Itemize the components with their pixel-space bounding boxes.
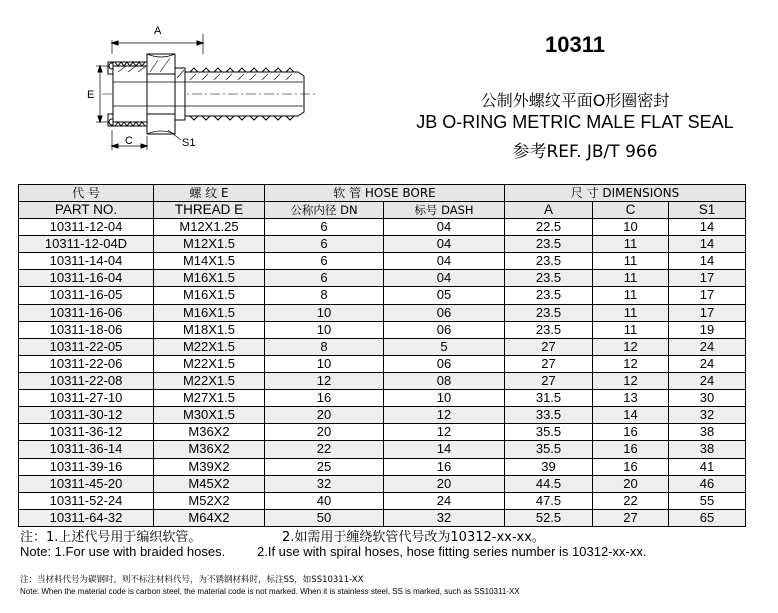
cell-dn: 6 [265, 219, 384, 236]
table-row [19, 338, 746, 355]
header-part-en: PART NO. [19, 202, 154, 219]
table-row [19, 355, 746, 372]
cell-dim-s1: 19 [669, 321, 746, 338]
note-cn-1: 注：1.上述代号用于编织软管。 [20, 530, 202, 545]
cell-dim-c: 13 [593, 390, 669, 407]
table-row [19, 441, 746, 458]
cell-part-no: 10311-36-14 [19, 441, 154, 458]
dim-a-label: A [154, 25, 162, 37]
dim-e-label: E [87, 89, 95, 101]
cell-dash: 24 [384, 492, 505, 509]
cell-part-no: 10311-16-05 [19, 287, 154, 304]
cell-dim-c: 16 [593, 441, 669, 458]
cell-dim-s1: 30 [669, 390, 746, 407]
header-dn: 公称内径 DN [265, 202, 384, 219]
cell-dn: 8 [265, 338, 384, 355]
cell-thread: M64X2 [154, 509, 265, 526]
cell-thread: M22X1.5 [154, 338, 265, 355]
cell-dn: 22 [265, 441, 384, 458]
cell-dim-s1: 41 [669, 458, 746, 475]
cell-part-no: 10311-18-06 [19, 321, 154, 338]
material-note-english: Note: When the material code is carbon steel, the material code is not marked. When it is stainless steel, SS is marked, such as SS10311-XX [20, 587, 520, 596]
cell-dash: 14 [384, 441, 505, 458]
cell-dim-c: 11 [593, 287, 669, 304]
cell-dn: 20 [265, 407, 384, 424]
table-row [19, 304, 746, 321]
cell-dim-s1: 46 [669, 475, 746, 492]
cell-dim-a: 23.5 [505, 287, 593, 304]
cell-part-no: 10311-22-05 [19, 338, 154, 355]
cell-dim-a: 33.5 [505, 407, 593, 424]
cell-dash: 20 [384, 475, 505, 492]
cell-part-no: 10311-52-24 [19, 492, 154, 509]
cell-thread: M22X1.5 [154, 355, 265, 372]
cell-dn: 40 [265, 492, 384, 509]
cell-dn: 50 [265, 509, 384, 526]
header-thread-en: THREAD E [154, 202, 265, 219]
cell-dn: 16 [265, 390, 384, 407]
cell-dim-c: 11 [593, 253, 669, 270]
cell-dim-a: 27 [505, 355, 593, 372]
header-dash: 标号 DASH [384, 202, 505, 219]
table-row [19, 236, 746, 253]
cell-dim-c: 11 [593, 270, 669, 287]
cell-dash: 16 [384, 458, 505, 475]
cell-dim-c: 27 [593, 509, 669, 526]
table-row [19, 321, 746, 338]
table-row [19, 253, 746, 270]
cell-dim-s1: 38 [669, 441, 746, 458]
table-row [19, 424, 746, 441]
cell-dn: 25 [265, 458, 384, 475]
cell-dim-c: 10 [593, 219, 669, 236]
cell-dn: 32 [265, 475, 384, 492]
table-row [19, 509, 746, 526]
cell-thread: M45X2 [154, 475, 265, 492]
note-chinese [20, 526, 545, 545]
table-row [19, 219, 746, 236]
cell-dim-a: 27 [505, 338, 593, 355]
cell-thread: M52X2 [154, 492, 265, 509]
cell-dim-a: 23.5 [505, 253, 593, 270]
cell-dash: 08 [384, 372, 505, 389]
header-a: A [505, 202, 593, 219]
header-part-cn: 代 号 [19, 185, 154, 202]
cell-dash: 5 [384, 338, 505, 355]
table-row [19, 390, 746, 407]
table-row [19, 475, 746, 492]
cell-dn: 10 [265, 304, 384, 321]
cell-dim-s1: 24 [669, 355, 746, 372]
cell-dash: 06 [384, 321, 505, 338]
cell-dim-c: 11 [593, 304, 669, 321]
cell-dim-a: 23.5 [505, 270, 593, 287]
cell-dim-s1: 65 [669, 509, 746, 526]
cell-dash: 05 [384, 287, 505, 304]
cell-dn: 10 [265, 321, 384, 338]
cell-part-no: 10311-45-20 [19, 475, 154, 492]
cell-thread: M14X1.5 [154, 253, 265, 270]
cell-dn: 8 [265, 287, 384, 304]
cell-dash: 12 [384, 407, 505, 424]
cell-dn: 20 [265, 424, 384, 441]
header-thread-cn: 螺 纹 E [154, 185, 265, 202]
cell-dim-s1: 17 [669, 287, 746, 304]
cell-dim-a: 52.5 [505, 509, 593, 526]
cell-thread: M12X1.5 [154, 236, 265, 253]
header-c: C [593, 202, 669, 219]
cell-dash: 10 [384, 390, 505, 407]
cell-dim-c: 11 [593, 236, 669, 253]
note-english [20, 544, 646, 559]
cell-part-no: 10311-27-10 [19, 390, 154, 407]
cell-dn: 6 [265, 270, 384, 287]
cell-dim-a: 44.5 [505, 475, 593, 492]
cell-dim-a: 31.5 [505, 390, 593, 407]
cell-dim-s1: 55 [669, 492, 746, 509]
cell-dim-a: 23.5 [505, 236, 593, 253]
cell-thread: M36X2 [154, 441, 265, 458]
table-row [19, 407, 746, 424]
cell-dim-a: 39 [505, 458, 593, 475]
cell-dim-s1: 38 [669, 424, 746, 441]
fitting-drawing [78, 18, 328, 166]
cell-dim-c: 16 [593, 424, 669, 441]
cell-dim-a: 35.5 [505, 441, 593, 458]
cell-dim-s1: 24 [669, 372, 746, 389]
cell-thread: M30X1.5 [154, 407, 265, 424]
cell-dim-s1: 14 [669, 253, 746, 270]
cell-thread: M39X2 [154, 458, 265, 475]
cell-dash: 06 [384, 355, 505, 372]
cell-dn: 6 [265, 253, 384, 270]
cell-dim-a: 23.5 [505, 321, 593, 338]
cell-dim-s1: 17 [669, 270, 746, 287]
cell-dim-s1: 24 [669, 338, 746, 355]
cell-part-no: 10311-12-04D [19, 236, 154, 253]
cell-thread: M16X1.5 [154, 270, 265, 287]
cell-dash: 32 [384, 509, 505, 526]
cell-dn: 6 [265, 236, 384, 253]
cell-dim-s1: 32 [669, 407, 746, 424]
note-en-1: Note: 1.For use with braided hoses. [20, 544, 226, 559]
table-row [19, 372, 746, 389]
cell-thread: M12X1.25 [154, 219, 265, 236]
cell-part-no: 10311-30-12 [19, 407, 154, 424]
table-row [19, 270, 746, 287]
cell-dash: 06 [384, 304, 505, 321]
table-row [19, 458, 746, 475]
material-note-chinese: 注：当材料代号为碳钢时，则不标注材料代号，为不锈钢材料时，标注SS，如SS10311-XX [20, 575, 364, 585]
spec-table-body [19, 219, 746, 527]
header-s1: S1 [669, 202, 746, 219]
cell-dim-a: 22.5 [505, 219, 593, 236]
part-code-title: 10311 [545, 32, 605, 57]
cell-dim-a: 47.5 [505, 492, 593, 509]
title-chinese: 公制外螺纹平面O形圈密封 [480, 91, 670, 110]
cell-part-no: 10311-36-12 [19, 424, 154, 441]
cell-dash: 04 [384, 270, 505, 287]
table-row [19, 492, 746, 509]
table-row [19, 287, 746, 304]
cell-dash: 04 [384, 253, 505, 270]
cell-dash: 04 [384, 219, 505, 236]
cell-thread: M16X1.5 [154, 304, 265, 321]
cell-dim-s1: 14 [669, 236, 746, 253]
cell-thread: M22X1.5 [154, 372, 265, 389]
cell-dim-s1: 17 [669, 304, 746, 321]
cell-part-no: 10311-22-08 [19, 372, 154, 389]
cell-dn: 10 [265, 355, 384, 372]
cell-part-no: 10311-39-16 [19, 458, 154, 475]
cell-dim-c: 12 [593, 355, 669, 372]
cell-dim-a: 35.5 [505, 424, 593, 441]
header-hose-bore: 软 管 HOSE BORE [265, 185, 505, 202]
cell-part-no: 10311-16-04 [19, 270, 154, 287]
dim-c-label: C [125, 135, 133, 147]
cell-dim-c: 12 [593, 338, 669, 355]
cell-dim-c: 16 [593, 458, 669, 475]
note-en-2: 2.If use with spiral hoses, hose fitting series number is 10312-xx-xx. [257, 544, 647, 559]
cell-part-no: 10311-12-04 [19, 219, 154, 236]
cell-dim-c: 11 [593, 321, 669, 338]
cell-dim-a: 27 [505, 372, 593, 389]
dim-s1-label: S1 [182, 137, 196, 149]
header-dimensions: 尺 寸 DIMENSIONS [505, 185, 746, 202]
cell-part-no: 10311-22-06 [19, 355, 154, 372]
cell-dash: 04 [384, 236, 505, 253]
cell-thread: M16X1.5 [154, 287, 265, 304]
cell-thread: M18X1.5 [154, 321, 265, 338]
cell-part-no: 10311-64-32 [19, 509, 154, 526]
cell-dim-a: 23.5 [505, 304, 593, 321]
note-cn-2: 2.如需用于缠绕软管代号改为10312-xx-xx。 [282, 530, 545, 545]
cell-dim-c: 20 [593, 475, 669, 492]
cell-dn: 12 [265, 372, 384, 389]
reference-standard: 参考REF. JB/T 966 [512, 142, 658, 162]
cell-dim-s1: 14 [669, 219, 746, 236]
title-english: JB O-RING METRIC MALE FLAT SEAL [416, 112, 734, 132]
cell-part-no: 10311-16-06 [19, 304, 154, 321]
cell-dim-c: 12 [593, 372, 669, 389]
cell-part-no: 10311-14-04 [19, 253, 154, 270]
cell-dim-c: 22 [593, 492, 669, 509]
cell-thread: M27X1.5 [154, 390, 265, 407]
cell-dash: 12 [384, 424, 505, 441]
cell-thread: M36X2 [154, 424, 265, 441]
cell-dim-c: 14 [593, 407, 669, 424]
spec-table [18, 184, 746, 527]
